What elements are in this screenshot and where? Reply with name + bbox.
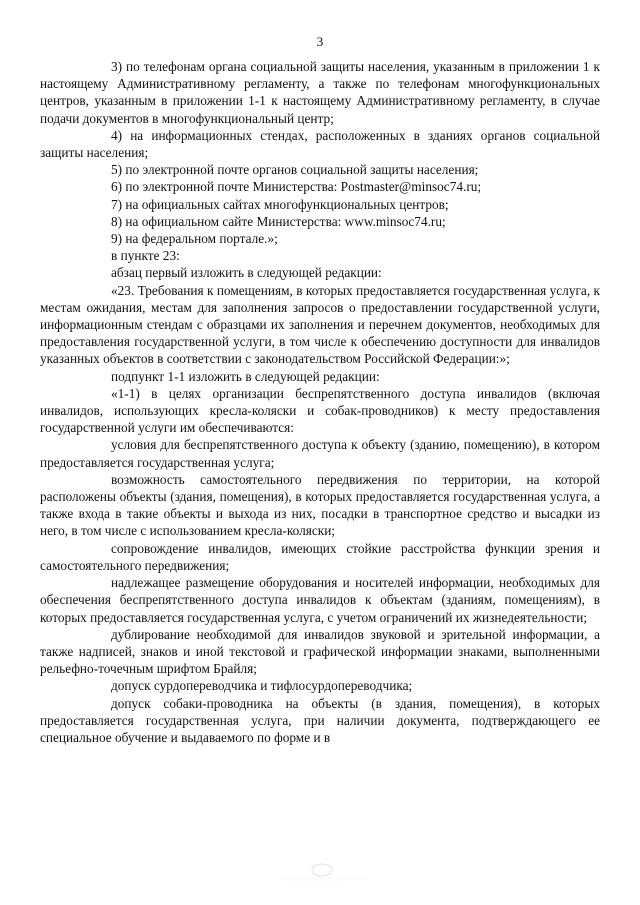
paragraph: условия для беспрепятственного доступа к объекту (зданию, помещению), в котором предоставляется государственная услуга; [40,437,600,470]
paragraph: подпункт 1-1 изложить в следующей редакции: [111,368,380,384]
paragraph: в пункте 23: [111,248,180,264]
paragraph: 7) на официальных сайтах многофункциональных центров; [111,196,449,212]
paragraph: дублирование необходимой для инвалидов звуковой и зрительной информации, а также надписей, знаков и иной текстовой и графической информации знаками, выполненными рельефно-точечным шрифтом Брайля; [40,626,600,677]
paragraph: 3) по телефонам органа социальной защиты населения, указанным в приложении 1 к настоящему Административному регламенту, а также по телефонам многофункциональных центров, указанным в приложении 1-1 к настоящему Административному регламенту, в случае подачи документов в многофункциональный центр; [40,59,600,126]
faint-stamp-mark [270,862,390,888]
paragraph: 4) на информационных стендах, расположенных в зданиях органов социальной защиты населения; [40,127,600,161]
paragraph: допуск собаки-проводника на объекты (в здания, помещения), в которых предоставляется государственная услуга, при наличии документа, подтверждающего ее специальное обучение и выдаваемого по форме и в [40,695,600,745]
document-body [40,58,600,746]
paragraph: «1-1) в целях организации беспрепятственного доступа инвалидов (включая инвалидов, использующих кресла-коляски и собак-проводников) к месту предоставления государственной услуги им обеспечиваются: [40,385,600,436]
page-number: 3 [316,34,324,49]
paragraph: 8) на официальном сайте Министерства: www.minsoc74.ru; [111,213,446,229]
paragraph: допуск сурдопереводчика и тифлосурдопереводчика; [111,678,413,694]
paragraph: возможность самостоятельного передвижения по территории, на которой расположены объекты (здания, помещения), в которых предоставляется государственная услуга, а также входа в такие объекты и выхода из них, посадки в транспортное средство и высадки из него, в том числе с использованием кресла-коляски; [40,471,600,539]
paragraph: 6) по электронной почте Министерства: Postmaster@minsoc74.ru; [111,179,482,195]
paragraph: сопровождение инвалидов, имеющих стойкие расстройства функции зрения и самостоятельного передвижения; [40,540,600,573]
paragraph: абзац первый изложить в следующей редакции: [111,265,382,281]
paragraph: 5) по электронной почте органов социальной защиты населения; [111,162,479,178]
paragraph: «23. Требования к помещениям, в которых предоставляется государственная услуга, к местам ожидания, местам для заполнения запросов о предоставлении государственной услуги, информационным стендам с образцами их заполнения и перечнем документов, необходимых для предоставления государственной услуги, в том числе к обеспечению доступности для инвалидов указанных объектов в соответствии с законодательством Российской Федерации:»; [40,282,600,367]
paragraph: надлежащее размещение оборудования и носителей информации, необходимых для обеспечения беспрепятственного доступа инвалидов к объектам (зданиям, помещениям), в которых предоставляется государственная услуга, с учетом ограничений их жизнедеятельности; [40,575,600,625]
paragraph: 9) на федеральном портале.»; [111,231,278,247]
